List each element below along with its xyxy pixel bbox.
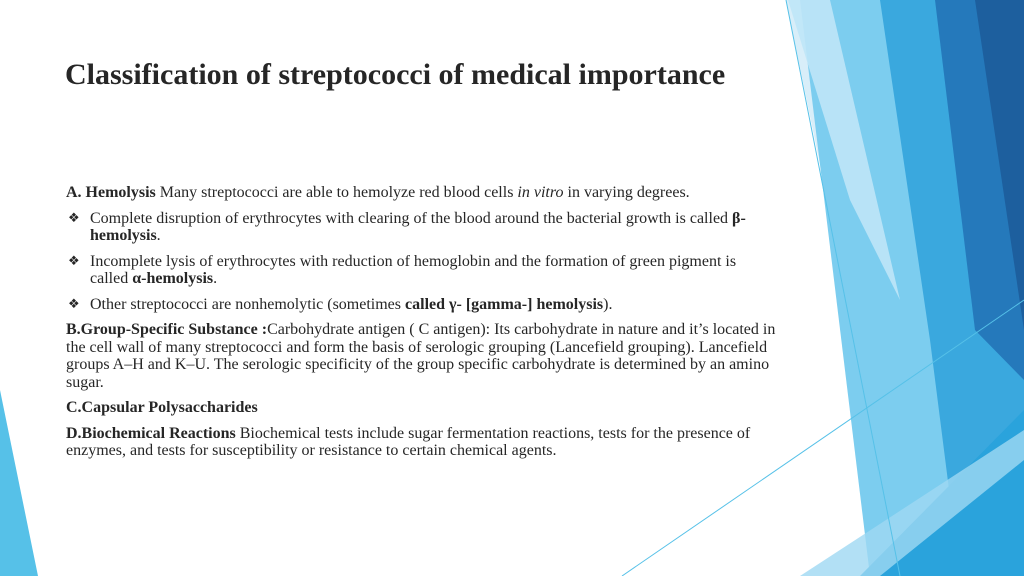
diamond-bullet-icon: ❖ — [68, 210, 80, 226]
hemolysis-text-after: in varying degrees. — [563, 184, 690, 201]
group-specific-paragraph — [66, 321, 776, 391]
capsular-paragraph — [66, 399, 776, 417]
bullet-text — [90, 296, 612, 313]
bullet-text-end: . — [156, 227, 161, 244]
hemolysis-paragraph — [66, 184, 776, 202]
hemolysis-text-before: Many streptococci are able to hemolyze red blood cells — [159, 184, 518, 201]
group-specific-heading: B.Group-Specific Substance : — [66, 321, 268, 338]
bullet-text — [90, 253, 736, 288]
slide-title: Classification of streptococci of medical importance — [65, 58, 726, 91]
bullet-text-end: ). — [603, 295, 613, 313]
bullet-text-end: . — [213, 270, 218, 287]
slide-body — [66, 184, 776, 468]
biochemical-heading: D.Biochemical Reactions — [66, 424, 236, 442]
bullet-beta-hemolysis — [66, 210, 776, 245]
bullet-text-bold: β-hemolysis — [90, 209, 746, 244]
left-accent — [0, 390, 38, 576]
capsular-heading: C.Capsular Polysaccharides — [66, 399, 258, 416]
biochemical-text: Biochemical tests include sugar fermentation reactions, tests for the presence of enzymes, and tests for susceptibility or resistance to certain chemical agents. — [66, 424, 751, 459]
group-specific-text: Carbohydrate antigen ( C antigen): Its carbohydrate in nature and it’s located in the cell wall of many streptococci and form the basis of serologic grouping (Lancefield grouping). Lancefield groups A–H and K–U. The serologic specificity of the group specific carbohydrate is determined by an amino sugar. — [66, 321, 776, 391]
bullet-text-plain: Complete disruption of erythrocytes with clearing of the blood around the bacterial growth is called — [90, 209, 733, 227]
bullet-gamma-hemolysis — [66, 296, 776, 314]
diamond-bullet-icon: ❖ — [68, 253, 80, 269]
biochemical-paragraph — [66, 425, 776, 460]
diamond-bullet-icon: ❖ — [68, 296, 80, 312]
hemolysis-italic: in vitro — [517, 184, 564, 201]
hemolysis-heading: A. Hemolysis — [66, 184, 156, 201]
bullet-alpha-hemolysis — [66, 253, 776, 288]
bullet-text-plain: Other streptococci are nonhemolytic (sometimes — [90, 295, 406, 313]
bullet-text — [90, 210, 746, 245]
bullet-text-bold: called γ- [gamma-] hemolysis — [405, 295, 604, 313]
bullet-text-plain: Incomplete lysis of erythrocytes with reduction of hemoglobin and the formation of green pigment is called — [90, 252, 737, 287]
bullet-text-bold: α-hemolysis — [132, 270, 214, 287]
